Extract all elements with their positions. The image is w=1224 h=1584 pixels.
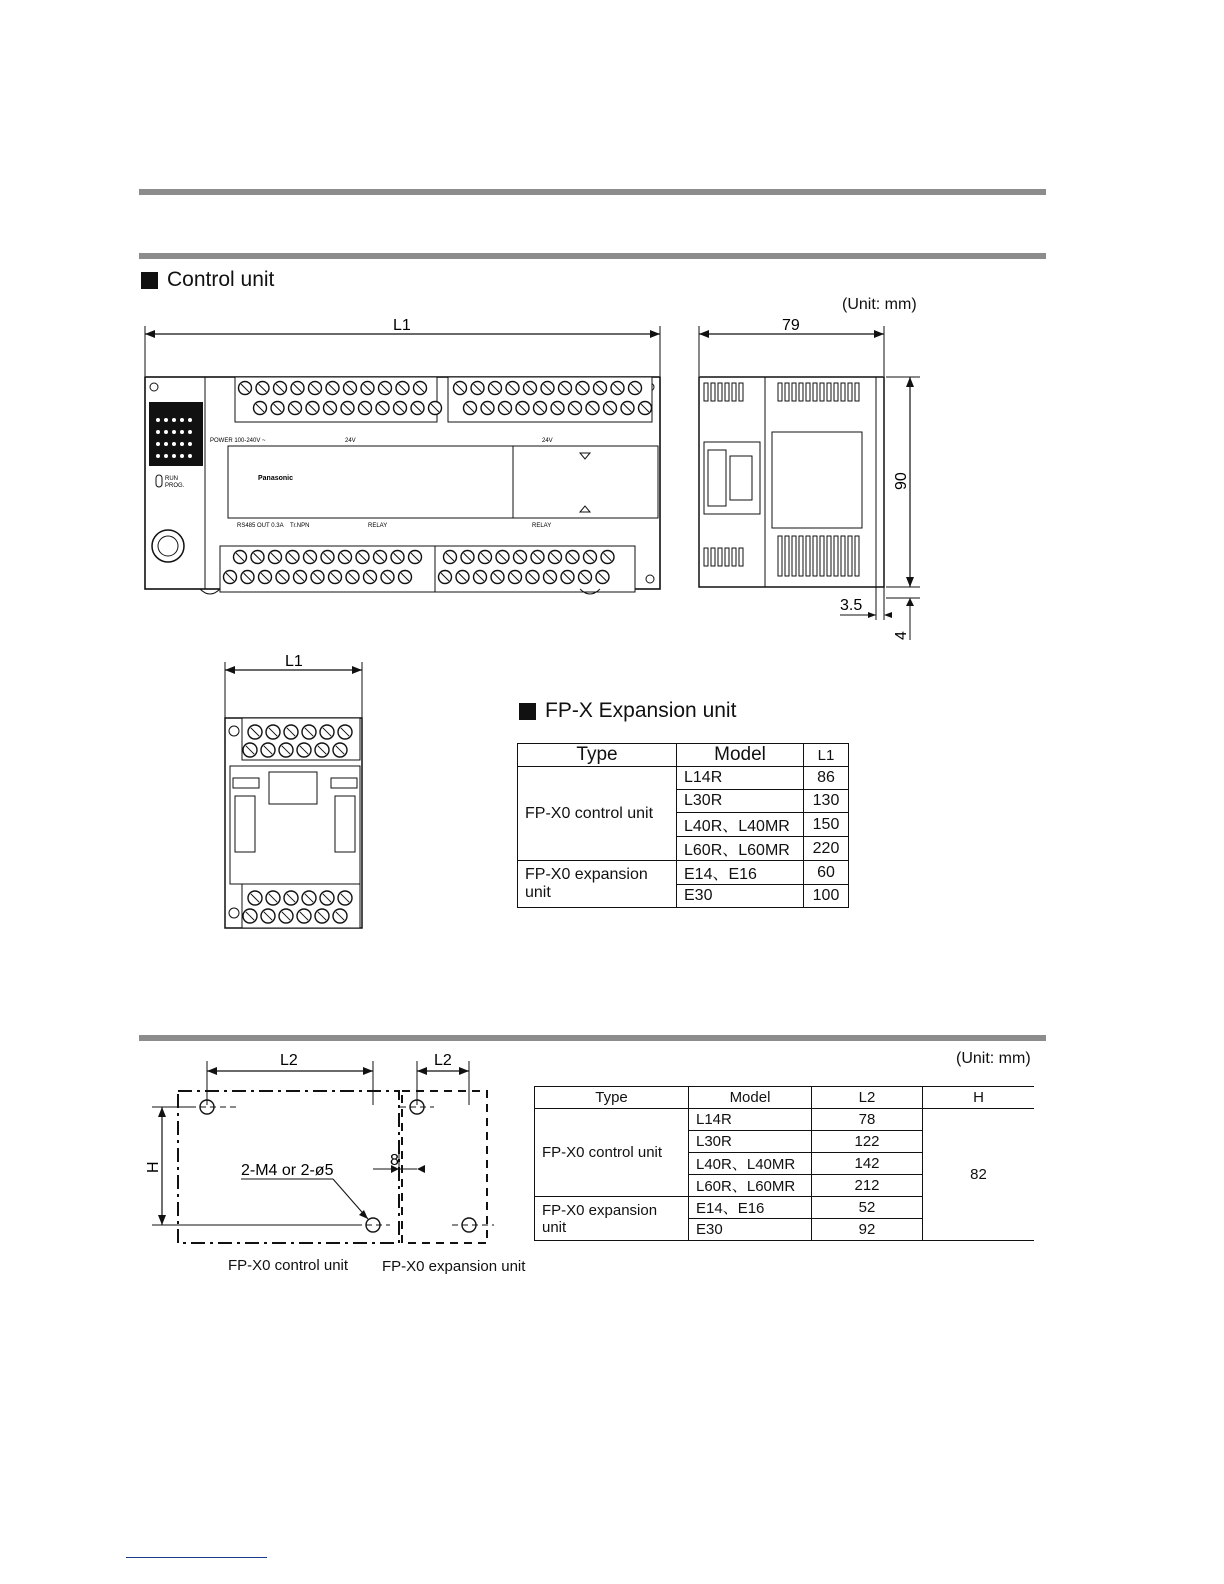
model-cell: L60R、L60MR xyxy=(677,837,804,861)
square-bullet-icon xyxy=(519,703,536,720)
prog-label: PROG. xyxy=(165,483,185,489)
v24-label-a: 24V xyxy=(345,438,356,444)
expansion-unit-front-view xyxy=(215,648,375,938)
value-cell: 86 xyxy=(804,767,849,790)
caption-expansion-unit: FP-X0 expansion unit xyxy=(382,1258,526,1275)
type-cell: FP-X0 expansion unit xyxy=(535,1197,689,1241)
table-row xyxy=(535,1109,1035,1131)
l2-label-b: L2 xyxy=(434,1052,452,1069)
value-cell: 92 xyxy=(812,1219,923,1241)
model-cell: L14R xyxy=(677,767,804,790)
table-header-l2: L2 xyxy=(812,1087,923,1109)
square-bullet-icon xyxy=(141,272,158,289)
top-rule xyxy=(139,189,1046,195)
model-cell: L40R、L40MR xyxy=(689,1153,812,1175)
value-cell: 142 xyxy=(812,1153,923,1175)
model-cell: L30R xyxy=(677,790,804,813)
height-dimension-label: 90 xyxy=(893,472,910,490)
table-header-h: H xyxy=(923,1087,1035,1109)
mounting-dimensions-table xyxy=(534,1086,1034,1241)
hole-callout-label: 2-M4 or 2-ø5 xyxy=(241,1162,334,1179)
value-cell: 100 xyxy=(804,885,849,908)
out-label: OUT 0.3A xyxy=(257,523,284,529)
table-row xyxy=(518,767,849,790)
expansion-unit-title: FP-X Expansion unit xyxy=(545,699,737,722)
control-unit-title: Control unit xyxy=(167,268,275,291)
control-unit-heading xyxy=(141,268,274,292)
table-header-l1: L1 xyxy=(804,744,849,767)
model-cell: L30R xyxy=(689,1131,812,1153)
value-cell: 212 xyxy=(812,1175,923,1197)
h-value-cell: 82 xyxy=(923,1109,1035,1241)
model-cell: L60R、L60MR xyxy=(689,1175,812,1197)
unit-note-mounting: (Unit: mm) xyxy=(956,1050,1031,1067)
value-cell: 52 xyxy=(812,1197,923,1219)
mounting-hole-drawing xyxy=(140,1045,540,1285)
expansion-unit-heading xyxy=(519,699,736,723)
gap-dimension-label: 8 xyxy=(390,1152,399,1169)
value-cell: 60 xyxy=(804,861,849,885)
model-cell: E30 xyxy=(677,885,804,908)
tr-npn-label: Tr.NPN xyxy=(290,523,310,529)
value-cell: 220 xyxy=(804,837,849,861)
l2-label-a: L2 xyxy=(280,1052,298,1069)
value-cell: 130 xyxy=(804,790,849,813)
section-rule-control xyxy=(139,253,1046,259)
type-cell: FP-X0 control unit xyxy=(535,1109,689,1197)
value-cell: 122 xyxy=(812,1131,923,1153)
offset-a-label: 3.5 xyxy=(840,597,863,614)
control-unit-front-view xyxy=(140,310,670,610)
unit-note-control: (Unit: mm) xyxy=(842,296,917,313)
model-cell: L14R xyxy=(689,1109,812,1131)
h-dimension-label: H xyxy=(145,1161,162,1173)
table-header-type: Type xyxy=(535,1087,689,1109)
offset-b-label: 4 xyxy=(893,631,910,640)
depth-dimension-label: 79 xyxy=(782,317,800,334)
l1-dimension-label: L1 xyxy=(393,317,411,334)
rs485-label: RS485 xyxy=(237,523,256,529)
brand-label: Panasonic xyxy=(258,475,294,482)
caption-control-unit: FP-X0 control unit xyxy=(228,1257,349,1274)
section-rule-mounting xyxy=(139,1035,1046,1041)
relay-label-a: RELAY xyxy=(368,523,388,529)
table-header-model: Model xyxy=(689,1087,812,1109)
expansion-dimensions-table xyxy=(517,743,849,908)
model-cell: E30 xyxy=(689,1219,812,1241)
value-cell: 150 xyxy=(804,813,849,837)
expansion-l1-label: L1 xyxy=(285,653,303,670)
type-cell: FP-X0 expansion unit xyxy=(518,861,677,908)
model-cell: E14、E16 xyxy=(689,1197,812,1219)
type-cell: FP-X0 control unit xyxy=(518,767,677,861)
footer-link-line xyxy=(126,1557,267,1558)
v24-label-b: 24V xyxy=(542,438,553,444)
control-unit-side-view xyxy=(690,310,930,650)
table-header-type: Type xyxy=(518,744,677,767)
model-cell: E14、E16 xyxy=(677,861,804,885)
power-label: POWER 100-240V ~ xyxy=(210,438,266,444)
relay-label-b: RELAY xyxy=(532,523,552,529)
model-cell: L40R、L40MR xyxy=(677,813,804,837)
table-row xyxy=(518,861,849,885)
run-label: RUN xyxy=(165,476,178,482)
value-cell: 78 xyxy=(812,1109,923,1131)
table-header-model: Model xyxy=(677,744,804,767)
